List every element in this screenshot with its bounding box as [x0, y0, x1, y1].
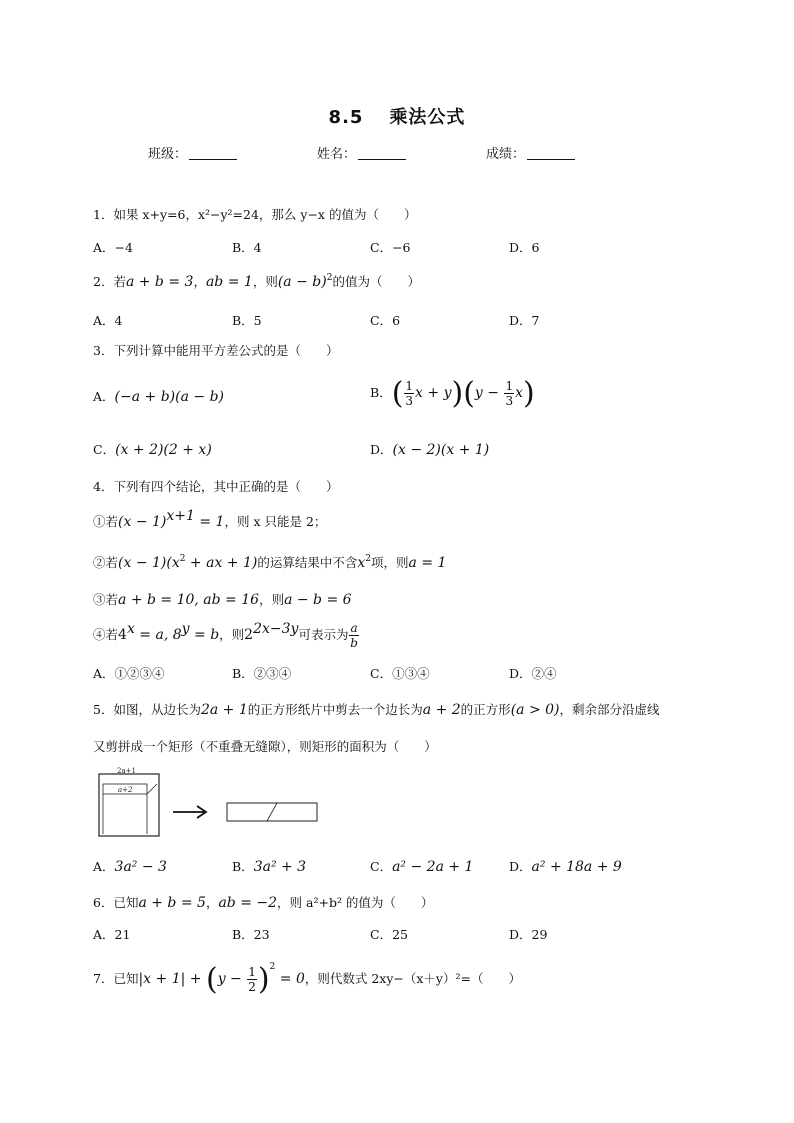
q3-b-frac2-num: 1 [505, 378, 514, 393]
q6-option-d: D．29 [509, 927, 548, 942]
question-1-stem: 1．如果 x+y=6，x²−y²=24，那么 y−x 的值为（ ） [93, 207, 417, 222]
q3-option-d-label: D． [370, 442, 393, 457]
q7-absolute-value: |x + 1| [138, 971, 186, 987]
q3-option-b-label: B． [370, 385, 392, 400]
q2-separator: ， [193, 274, 206, 289]
score-blank[interactable] [527, 147, 575, 160]
q3-option-c-label: C． [93, 442, 116, 457]
q6-condition-1: a + b = 5 [138, 895, 206, 911]
q4-s1-suffix: ，则 x 只能是 2； [224, 514, 327, 529]
q5-option-c-label: C． [370, 859, 393, 874]
q2-expression: (a − b) [277, 274, 327, 290]
q4-s2-expression-tail: + ax + 1) [185, 555, 258, 571]
section-number: 8.5 [328, 107, 364, 128]
q5-expression-2: a + 2 [422, 702, 461, 718]
q2-suffix: 的值为（ ） [332, 274, 420, 289]
result-cut-line [267, 803, 277, 821]
q4-s3-condition: a + b = 10, ab = 16 [118, 592, 260, 608]
q3-option-a [93, 387, 224, 405]
q2-condition-2: ab = 1 [205, 274, 253, 290]
square-to-rectangle-diagram [93, 766, 333, 842]
name-blank[interactable] [358, 147, 406, 160]
question-7-stem: 7．已知|x + 1| + (y − $\frac{1}{2}$ )$^2$ = 0，则代数式 2xy−（x＋y）²=（ ） [93, 962, 521, 997]
q6-option-b: B．23 [232, 927, 270, 942]
q2-option-c: C．6 [370, 313, 401, 328]
q5-option-d-label: D． [509, 859, 532, 874]
q2-prefix: 2．若 [93, 274, 126, 289]
q2-then: ，则 [252, 274, 278, 289]
q4-s4-frac-num: a [350, 621, 358, 635]
score-label: 成绩： [486, 147, 526, 162]
q4-s1-base: (x − 1) [118, 514, 167, 530]
question-2-stem [93, 272, 420, 290]
q5-line1-c: 的正方形 [460, 702, 511, 717]
q5-option-c [370, 857, 473, 875]
q5-option-a [93, 857, 167, 875]
q3-option-a-expression: (−a + b)(a − b) [114, 389, 224, 405]
q4-s4-middle: 可表示为 [298, 627, 349, 642]
q5-expression-3: (a > 0) [510, 702, 560, 718]
q4-option-b: B．②③④ [232, 666, 292, 681]
q5-expression-1: 2a + 1 [200, 702, 248, 718]
q4-s1-exponent: x+1 [166, 508, 195, 524]
q6-option-c: C．25 [370, 927, 408, 942]
q3-option-a-label: A． [93, 389, 115, 404]
q4-s3-result: a − b = 6 [284, 592, 352, 608]
q4-s4-base-2: 2 [244, 627, 254, 643]
q4-s4-exponent-1: x [126, 621, 135, 637]
q3-b-frac1-num: 1 [405, 378, 414, 393]
q5-option-d-expression: a² + 18a + 9 [531, 859, 622, 875]
q4-s2-term: x [357, 555, 366, 571]
q1-option-a: A．−4 [93, 240, 133, 255]
section-title: 乘法公式 [389, 107, 466, 128]
q4-s4-then: ，则 [219, 627, 245, 642]
q5-line1-b: 的正方形纸片中剪去一个边长为 [247, 702, 423, 717]
q7-frac-den: 2 [248, 979, 256, 994]
question-6-stem [93, 893, 433, 911]
q4-s3-then: ，则 [259, 592, 285, 607]
q5-option-b-expression: 3a² + 3 [253, 859, 307, 875]
q4-s3-prefix: ③若 [93, 592, 119, 607]
q4-statement-4 [93, 621, 360, 650]
question-4-stem: 4．下列有四个结论，其中正确的是（ ） [93, 479, 339, 494]
q4-s4-base-1: 4 [118, 627, 127, 643]
score-field [486, 143, 575, 162]
q1-option-c: C．−6 [370, 240, 411, 255]
q4-statement-1 [93, 508, 327, 530]
q5-option-d [509, 857, 622, 875]
q4-s2-result: a = 1 [408, 555, 447, 571]
q5-line1-d: ，剩余部分沿虚线 [559, 702, 660, 717]
q5-option-b [232, 857, 306, 875]
q2-option-d: D．7 [509, 313, 540, 328]
q4-option-a: A．①②③④ [93, 666, 165, 681]
q7-frac-num: 1 [248, 964, 256, 979]
q4-statement-3 [93, 590, 352, 608]
q1-option-d: D．6 [509, 240, 540, 255]
q4-s4-exponent-2: y [181, 621, 190, 637]
q4-s4-equals-1: = a, 8 [134, 627, 182, 643]
q7-suffix: ，则代数式 2xy−（x＋y）²=（ ） [304, 971, 521, 986]
class-field [148, 143, 237, 162]
q4-s2-expression: (x − 1)(x [118, 555, 180, 571]
question-3-stem: 3．下列计算中能用平方差公式的是（ ） [93, 343, 339, 358]
q4-option-c: C．①③④ [370, 666, 430, 681]
q5-option-a-expression: 3a² − 3 [114, 859, 167, 875]
class-label: 班级： [148, 147, 188, 162]
cut-line-diagonal [147, 784, 157, 794]
q6-suffix: ，则 a²+b² 的值为（ ） [277, 895, 434, 910]
q1-option-b: B．4 [232, 240, 262, 255]
q2-option-a: A．4 [93, 313, 123, 328]
q3-b-frac1-den: 3 [405, 393, 414, 408]
q2-condition-1: a + b = 3 [125, 274, 194, 290]
outer-side-label: 2a+1 [117, 767, 136, 775]
name-field [317, 143, 406, 162]
q4-option-d: D．②④ [509, 666, 557, 681]
q4-s1-prefix: ①若 [93, 514, 119, 529]
q7-plus: + [185, 971, 206, 987]
q2-exponent: 2 [326, 273, 333, 283]
q5-option-b-label: B． [232, 859, 254, 874]
q4-s4-exponent-3: 2x−3y [253, 621, 299, 637]
question-5-stem-line-1 [93, 700, 660, 718]
q4-s2-prefix: ②若 [93, 555, 119, 570]
q7-prefix: 7．已知 [93, 971, 139, 986]
q5-option-c-expression: a² − 2a + 1 [392, 859, 474, 875]
q4-statement-2: ②若$(x - 1)(x^2$ + ax + 1)的运算结果中不含$x^2$项，则a = 1 [93, 554, 447, 571]
q4-s2-middle: 的运算结果中不含 [257, 555, 358, 570]
q4-s4-frac-den: b [350, 636, 358, 650]
q3-option-b: B．( $\frac{1}{3}$ x + y)(y − $\frac{1}{3}$ x) [370, 376, 535, 411]
q6-condition-2: ab = −2 [218, 895, 278, 911]
name-label: 姓名： [317, 147, 357, 162]
q5-option-a-label: A． [93, 859, 115, 874]
q3-option-d [370, 440, 489, 458]
q3-option-c [93, 440, 212, 458]
page-title [0, 103, 794, 129]
q6-prefix: 6．已知 [93, 895, 139, 910]
q4-s2-suffix: 项，则 [371, 555, 409, 570]
q6-option-a: A．21 [93, 927, 131, 942]
q3-b-frac2-den: 3 [505, 393, 514, 408]
q5-line1-a: 5．如图，从边长为 [93, 702, 201, 717]
q4-s1-equals: = 1 [194, 514, 225, 530]
class-blank[interactable] [189, 147, 237, 160]
q4-s4-prefix: ④若 [93, 627, 119, 642]
q7-equals: = 0 [275, 971, 305, 987]
inner-side-label: a+2 [118, 786, 133, 794]
question-5-stem-line-2: 又剪拼成一个矩形（不重叠无缝隙），则矩形的面积为（ ） [93, 739, 437, 754]
q2-option-b: B．5 [232, 313, 262, 328]
outer-square [99, 774, 159, 836]
q3-option-c-expression: (x + 2)(2 + x) [115, 442, 212, 458]
q3-option-d-expression: (x − 2)(x + 1) [392, 442, 490, 458]
q6-separator: ， [205, 895, 219, 910]
q5-figure [93, 766, 333, 846]
q4-s4-equals-2: = b [189, 627, 220, 643]
